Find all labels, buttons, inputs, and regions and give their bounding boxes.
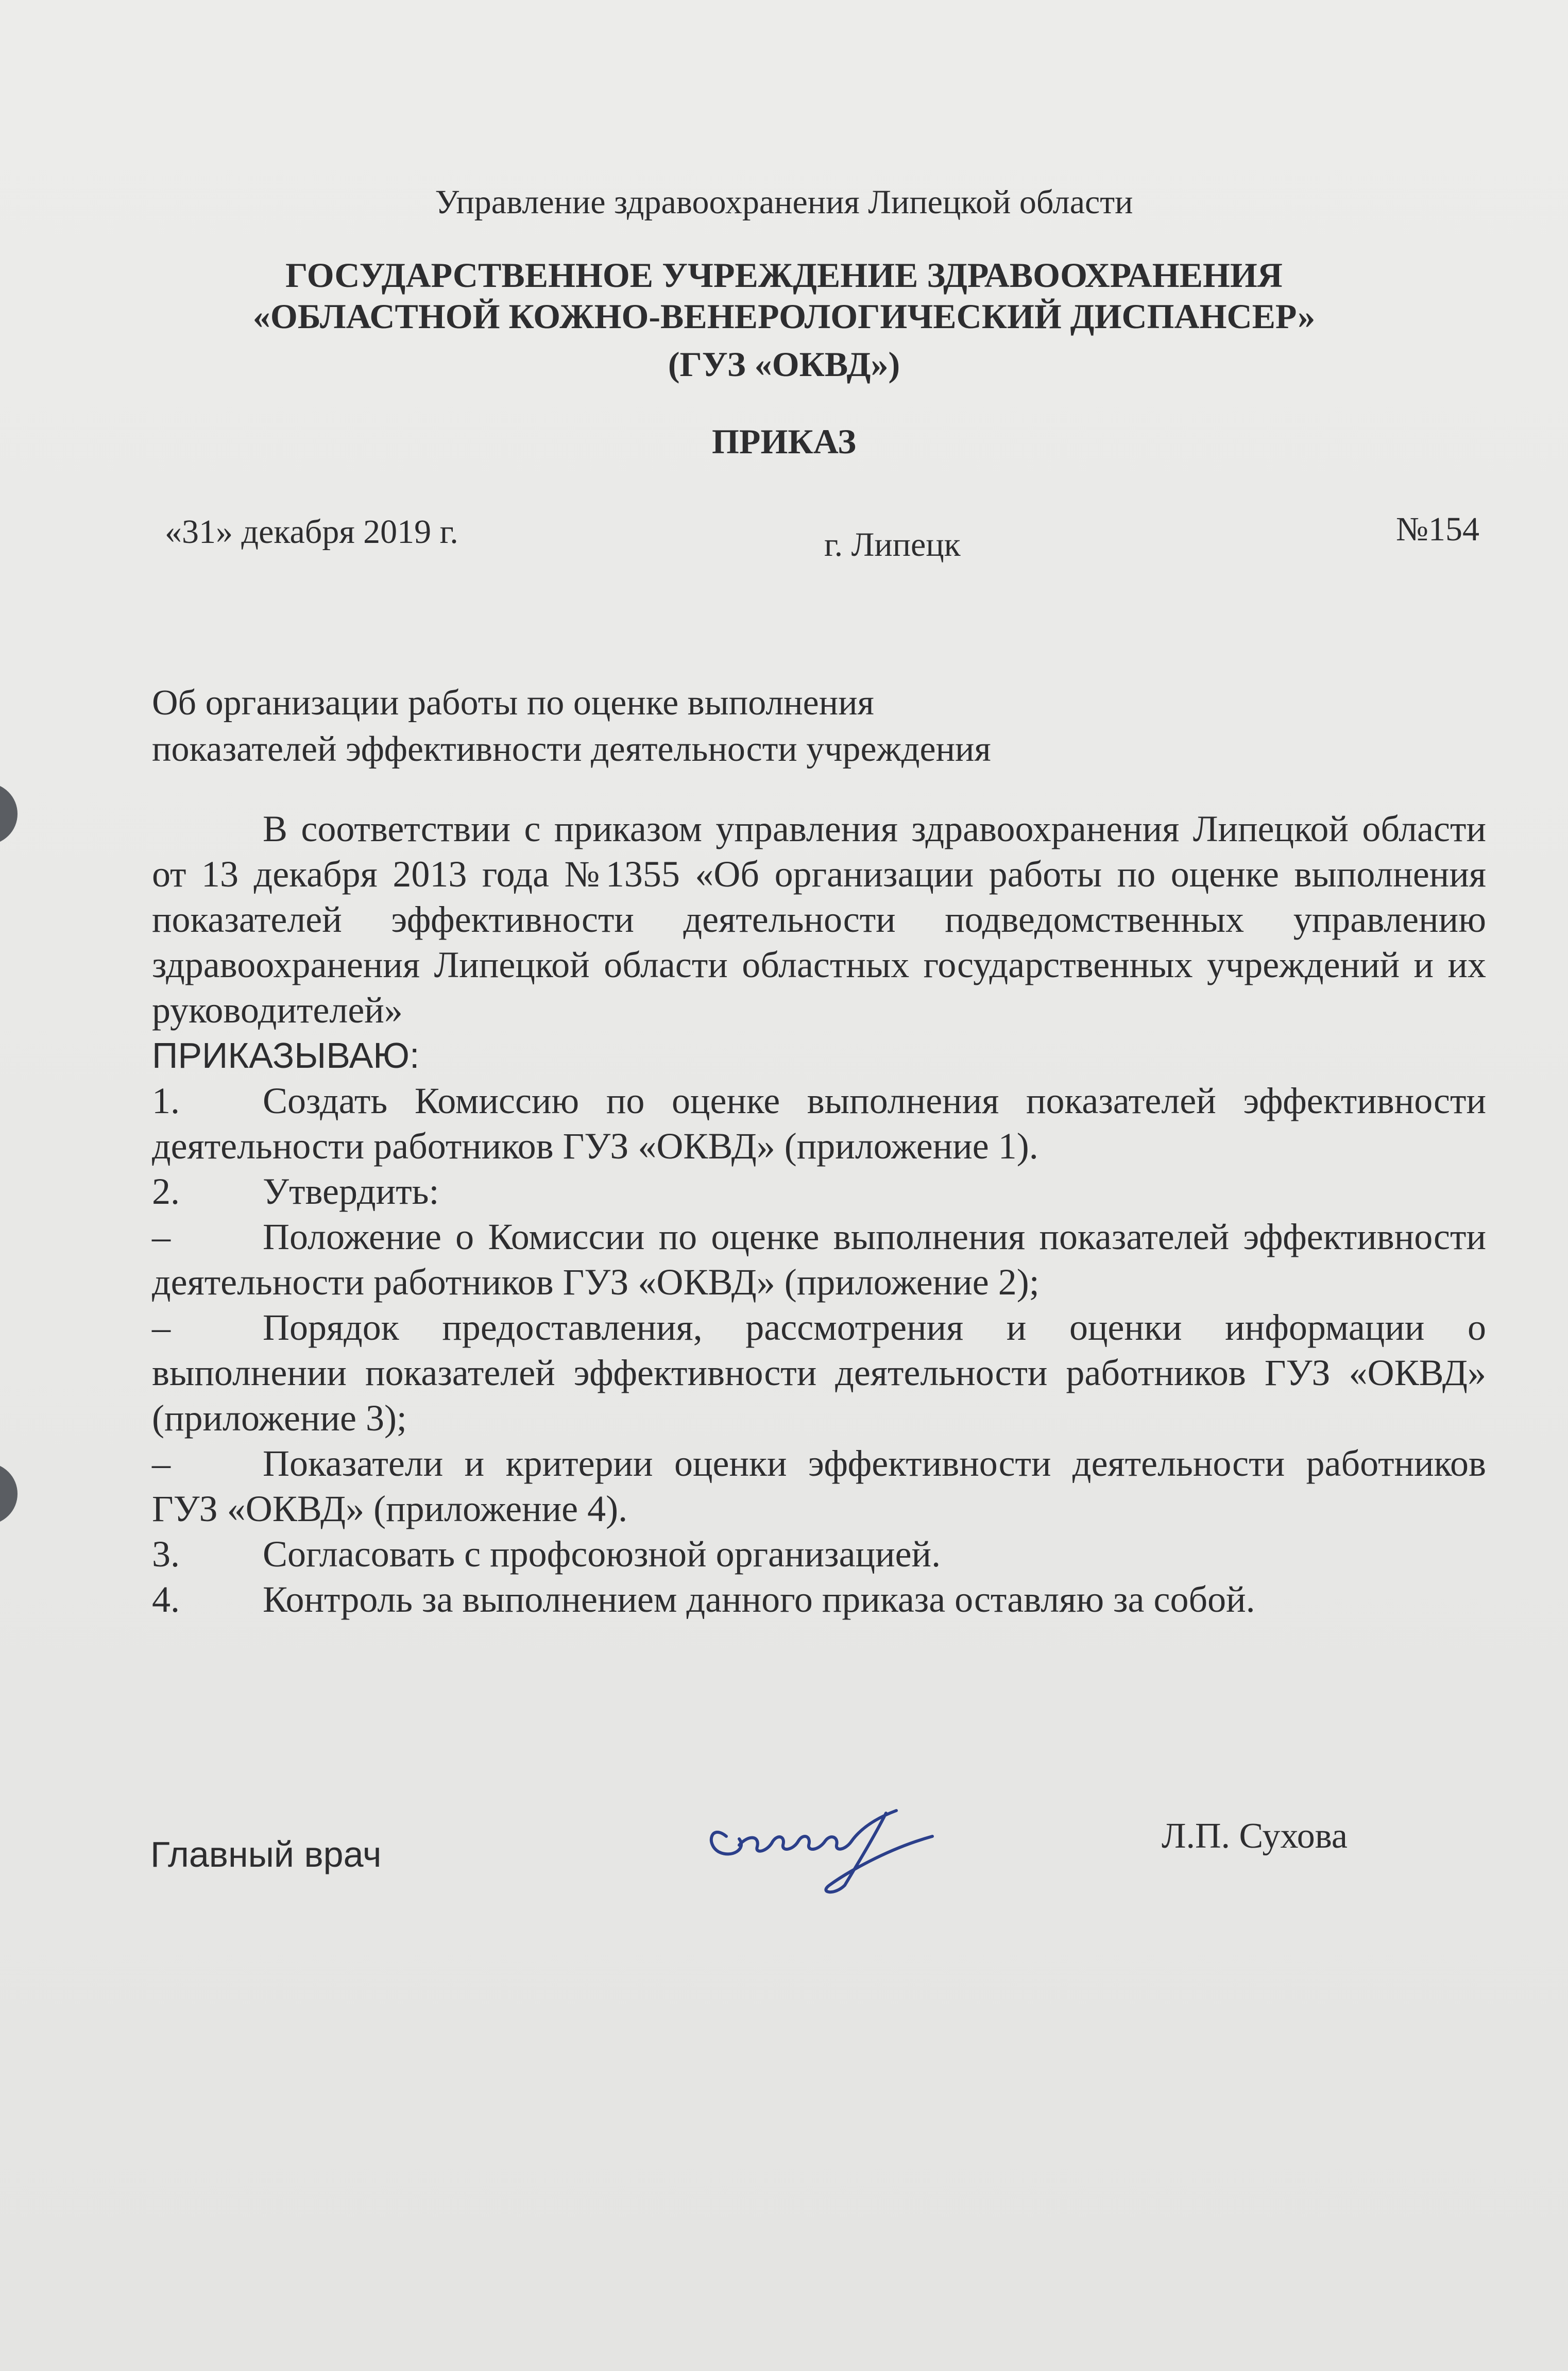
subject-line: Об организации работы по оценке выполнения <box>152 683 874 723</box>
order-directive: ПРИКАЗЫВАЮ: <box>152 1035 420 1076</box>
item-text: Создать Комиссию по оценке выполнения показателей эффективности деятельности работников ГУЗ «ОКВД» (приложение 1). <box>152 1080 1486 1167</box>
item-marker: – <box>152 1443 171 1484</box>
item-marker: 2. <box>152 1171 180 1212</box>
order-date: «31» декабря 2019 г. <box>165 513 458 551</box>
item-text: Порядок предоставления, рассмотрения и оценки информации о выполнении показателей эффективности деятельности работников ГУЗ «ОКВД» (приложение 3); <box>152 1307 1486 1439</box>
item-text: Утвердить: <box>263 1171 439 1212</box>
issuing-authority: Управление здравоохранения Липецкой области <box>435 183 1133 221</box>
item-marker: 4. <box>152 1579 180 1620</box>
order-city: г. Липецк <box>824 526 961 564</box>
document-type: ПРИКАЗ <box>712 422 856 461</box>
item-text: Показатели и критерии оценки эффективности деятельности работников ГУЗ «ОКВД» (приложение 4). <box>152 1443 1486 1529</box>
preamble: В соответствии с приказом управления здравоохранения Липецкой области от 13 декабря 2013 года №1355 «Об организации работы по оценке выполнения показателей эффективности деятельности подведомственных управлению здравоохранения Липецкой области областных государственных учреждений и их руководителей» <box>152 808 1486 1031</box>
order-number: №154 <box>1396 510 1479 548</box>
item-marker: 3. <box>152 1533 180 1575</box>
organization-name-line2: «ОБЛАСТНОЙ КОЖНО-ВЕНЕРОЛОГИЧЕСКИЙ ДИСПАНСЕР» <box>252 297 1316 336</box>
order-item <box>152 1078 1486 1169</box>
punch-hole <box>0 1463 18 1525</box>
order-item <box>152 1214 1486 1305</box>
organization-name-line1: ГОСУДАРСТВЕННОЕ УЧРЕЖДЕНИЕ ЗДРАВООХРАНЕНИЯ <box>285 255 1283 295</box>
order-item <box>152 1577 1486 1622</box>
order-item <box>152 1169 1486 1214</box>
handwritten-signature <box>690 1787 958 1906</box>
item-marker: – <box>152 1216 171 1257</box>
item-marker: 1. <box>152 1080 180 1121</box>
item-text: Согласовать с профсоюзной организацией. <box>263 1533 941 1575</box>
order-body <box>152 806 1486 1622</box>
order-subject <box>152 680 991 773</box>
item-text: Контроль за выполнением данного приказа оставляю за собой. <box>263 1579 1255 1620</box>
order-item <box>152 1441 1486 1531</box>
punch-hole <box>0 783 18 845</box>
signatory-title: Главный врач <box>150 1834 382 1874</box>
item-text: Положение о Комиссии по оценке выполнения показателей эффективности деятельности работников ГУЗ «ОКВД» (приложение 2); <box>152 1216 1486 1303</box>
organization-abbreviation: (ГУЗ «ОКВД») <box>668 345 900 384</box>
subject-line: показателей эффективности деятельности учреждения <box>152 729 991 769</box>
order-item <box>152 1531 1486 1577</box>
item-marker: – <box>152 1307 171 1348</box>
signatory-name: Л.П. Сухова <box>1162 1816 1348 1856</box>
order-item <box>152 1305 1486 1441</box>
